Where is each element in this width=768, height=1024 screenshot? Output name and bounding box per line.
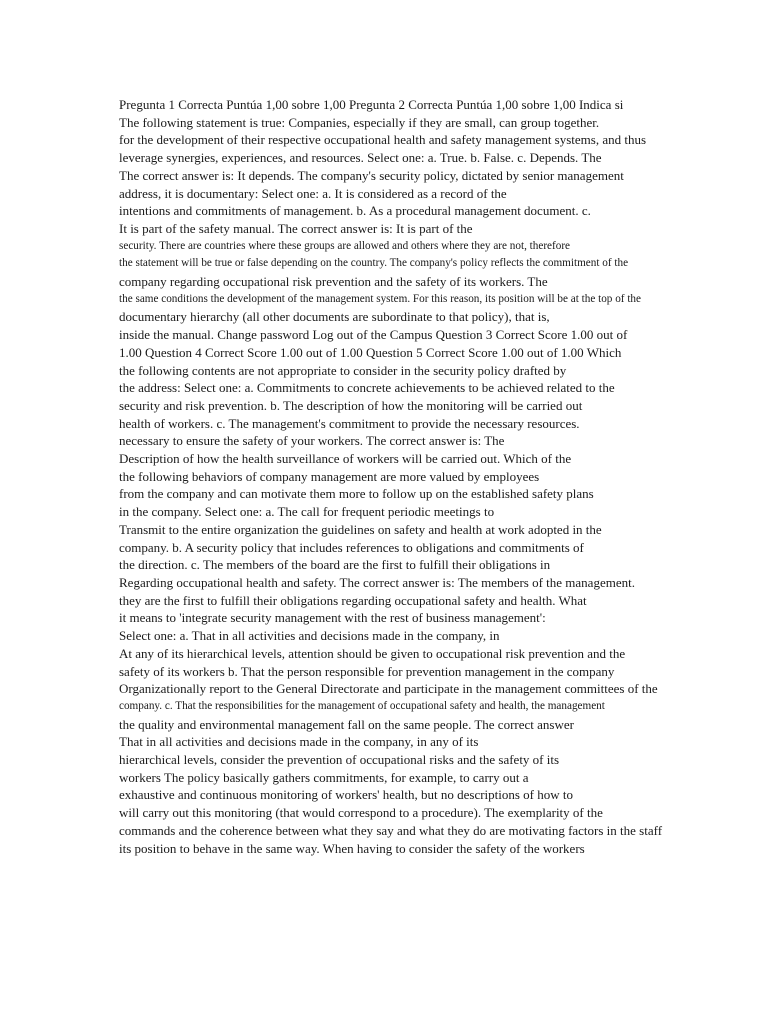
text-line: the statement will be true or false depending on the country. The company's policy reflects the commitment of the (119, 257, 629, 270)
text-line: it means to 'integrate security management with the rest of business management': (119, 610, 546, 626)
text-line: will carry out this monitoring (that would correspond to a procedure). The exemplarity of the (119, 805, 603, 821)
text-line: Regarding occupational health and safety. The correct answer is: The members of the management. (119, 574, 635, 590)
text-line: company. c. That the responsibilities for the management of occupational safety and health, the management (119, 699, 605, 712)
text-line: the direction. c. The members of the board are the first to fulfill their obligations in (119, 557, 551, 573)
text-line: the quality and environmental management fall on the same people. The correct answer (119, 716, 574, 732)
text-line: the following contents are not appropriate to consider in the security policy drafted by (119, 362, 567, 378)
text-line: for the development of their respective occupational health and safety management systems, and thus (119, 132, 647, 148)
text-line: workers The policy basically gathers commitments, for example, to carry out a (119, 769, 529, 785)
text-line: documentary hierarchy (all other documents are subordinate to that policy), that is, (119, 309, 550, 325)
text-line: At any of its hierarchical levels, attention should be given to occupational risk prevention and the (119, 645, 626, 661)
text-line: the following behaviors of company management are more valued by employees (119, 468, 540, 484)
text-line: The following statement is true: Companies, especially if they are small, can group together. (119, 114, 600, 130)
text-line: security. There are countries where these groups are allowed and others where they are not, therefore (119, 239, 571, 252)
document-page (119, 96, 719, 857)
text-line: its position to behave in the same way. When having to consider the safety of the workers (119, 840, 585, 856)
text-line: commands and the coherence between what they say and what they do are motivating factors in the staff (119, 822, 663, 838)
text-line: intentions and commitments of management. b. As a procedural management document. c. (119, 203, 591, 219)
text-line: inside the manual. Change password Log out of the Campus Question 3 Correct Score 1.00 out of (119, 327, 628, 343)
text-line: security and risk prevention. b. The description of how the monitoring will be carried out (119, 397, 583, 413)
text-line: Select one: a. That in all activities and decisions made in the company, in (119, 628, 500, 644)
text-line: necessary to ensure the safety of your workers. The correct answer is: The (119, 433, 505, 449)
text-line: Transmit to the entire organization the guidelines on safety and health at work adopted in the (119, 521, 602, 537)
text-line: the address: Select one: a. Commitments to concrete achievements to be achieved related to the (119, 380, 615, 396)
text-line: It is part of the safety manual. The correct answer is: It is part of the (119, 220, 473, 236)
text-line: hierarchical levels, consider the prevention of occupational risks and the safety of its (119, 752, 560, 768)
text-line: health of workers. c. The management's commitment to provide the necessary resources. (119, 415, 580, 431)
text-line: Description of how the health surveillance of workers will be carried out. Which of the (119, 451, 572, 467)
text-line: in the company. Select one: a. The call for frequent periodic meetings to (119, 504, 495, 520)
text-line: The correct answer is: It depends. The company's security policy, dictated by senior management (119, 167, 624, 183)
text-line: 1.00 Question 4 Correct Score 1.00 out of 1.00 Question 5 Correct Score 1.00 out of 1.00 Which (119, 344, 622, 360)
text-line: the same conditions the development of the management system. For this reason, its position will be at the top of the (119, 292, 641, 305)
text-line: Organizationally report to the General Directorate and participate in the management committees of the (119, 681, 658, 697)
text-line: exhaustive and continuous monitoring of workers' health, but no descriptions of how to (119, 787, 574, 803)
text-line: from the company and can motivate them more to follow up on the established safety plans (119, 486, 594, 502)
text-line: they are the first to fulfill their obligations regarding occupational safety and health. What (119, 592, 587, 608)
text-line: Pregunta 1 Correcta Puntúa 1,00 sobre 1,00 Pregunta 2 Correcta Puntúa 1,00 sobre 1,00 Indica si (119, 97, 624, 112)
text-line: company. b. A security policy that includes references to obligations and commitments of (119, 539, 584, 555)
text-line: safety of its workers b. That the person responsible for prevention management in the company (119, 663, 615, 679)
text-line: company regarding occupational risk prevention and the safety of its workers. The (119, 274, 548, 290)
text-line: That in all activities and decisions made in the company, in any of its (119, 734, 479, 750)
text-line: address, it is documentary: Select one: a. It is considered as a record of the (119, 185, 507, 201)
text-line: leverage synergies, experiences, and resources. Select one: a. True. b. False. c. Depends. The (119, 150, 602, 166)
